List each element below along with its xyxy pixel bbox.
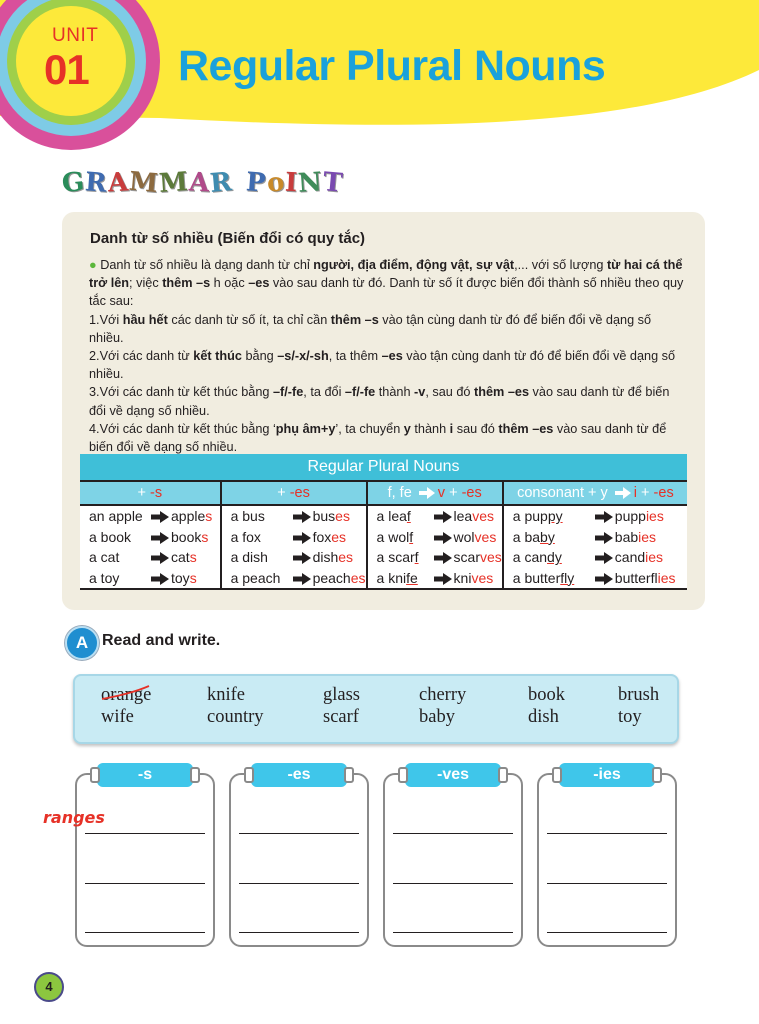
arrow-right-icon <box>432 529 454 545</box>
grammar-point-title <box>62 168 344 198</box>
unit-label: UNIT <box>52 25 99 46</box>
page-number: 4 <box>34 972 64 1002</box>
word-bank-item: orange <box>101 685 152 705</box>
title-letter: A <box>187 167 211 199</box>
table-row <box>80 547 687 568</box>
title-letter: M <box>157 166 190 200</box>
table-cell: a butterfly butterflies <box>503 568 687 590</box>
exercise-letter-badge: A <box>65 626 99 660</box>
arrow-right-icon <box>593 570 615 586</box>
table-header-ies: consonant + y i + -es <box>503 481 687 505</box>
table-cell: a toy toys <box>80 568 221 590</box>
table-row <box>80 568 687 590</box>
arrow-right-icon <box>615 487 631 499</box>
example-answer: ranges <box>43 808 105 827</box>
title-letter: N <box>297 167 325 199</box>
title-letter: A <box>107 167 130 199</box>
arrow-right-icon <box>432 508 454 524</box>
table-cell: a book books <box>80 527 221 548</box>
word-bank-item: knife <box>207 685 246 705</box>
answer-line[interactable] <box>239 833 359 834</box>
answer-card-s <box>75 766 215 947</box>
answer-line[interactable] <box>239 932 359 933</box>
answer-line[interactable] <box>239 883 359 884</box>
card-label: -es <box>251 763 347 787</box>
grammar-body <box>89 256 689 456</box>
card-label: -s <box>97 763 193 787</box>
answer-line[interactable] <box>85 932 205 933</box>
table-cell: an apple apples <box>80 505 221 527</box>
table-header-ves: f, fe v + -es <box>367 481 503 505</box>
arrow-right-icon <box>149 508 171 524</box>
grammar-rule-3: 3.Với các danh từ kết thúc bằng –f/-fe, ta đổi –f/-fe thành -v, sau đó thêm –es vào sau danh từ để biến đổi về dạng số nhiều. <box>89 385 670 418</box>
table-cell: a candy candies <box>503 547 687 568</box>
title-letter: o <box>265 167 287 199</box>
grammar-rule-2: 2.Với các danh từ kết thúc bằng –s/-x/-sh, ta thêm –es vào tận cùng danh từ đó để biến đổi về dạng số nhiều. <box>89 349 676 382</box>
table-cell: a scarf scarves <box>367 547 503 568</box>
word-bank <box>73 674 679 744</box>
word-bank-item: cherry <box>419 685 467 705</box>
arrow-right-icon <box>149 570 171 586</box>
word-bank-item: brush <box>618 685 660 705</box>
page-title: Regular Plural Nouns <box>178 42 606 90</box>
title-letter: M <box>127 166 161 200</box>
arrow-right-icon <box>291 549 313 565</box>
title-letter: R <box>208 167 234 199</box>
title-letter: T <box>321 167 345 199</box>
answer-line[interactable] <box>393 833 513 834</box>
answer-card-ies <box>537 766 677 947</box>
card-label: -ves <box>405 763 501 787</box>
grammar-rule-1: 1.Với hầu hết các danh từ số ít, ta chỉ cần thêm –s vào tận cùng danh từ đó để biến đổi về dạng số nhiều. <box>89 312 652 345</box>
grammar-heading: Danh từ số nhiều (Biến đổi có quy tắc) <box>90 230 366 247</box>
table-cell: a dish dishes <box>221 547 367 568</box>
title-letter: G <box>60 166 87 200</box>
arrow-right-icon <box>432 549 454 565</box>
table-cell: a cat cats <box>80 547 221 568</box>
table-cell: a peach peaches <box>221 568 367 590</box>
plural-rules-table <box>80 454 687 590</box>
unit-number: 01 <box>44 46 89 93</box>
table-cell: a puppy puppies <box>503 505 687 527</box>
answer-line[interactable] <box>85 883 205 884</box>
grammar-box <box>62 212 705 610</box>
arrow-right-icon <box>432 570 454 586</box>
word-bank-item: baby <box>419 707 455 727</box>
strike-through-mark <box>101 684 161 704</box>
table-row <box>80 527 687 548</box>
grammar-rule-4: 4.Với các danh từ kết thúc bằng ‘phụ âm+y’, ta chuyển y thành i sau đó thêm –es vào sau danh từ để biến đổi về dạng số nhiều. <box>89 421 667 455</box>
word-bank-item: dish <box>528 707 559 727</box>
arrow-right-icon <box>593 549 615 565</box>
word-bank-item: scarf <box>323 707 359 727</box>
exercise-title: Read and write. <box>102 632 221 649</box>
table-cell: a baby babies <box>503 527 687 548</box>
title-letter: I <box>284 167 300 199</box>
grammar-intro: ● Danh từ số nhiều là dạng danh từ chỉ người, địa điểm, động vật, sự vật,... với số lượng từ hai cá thể trở lên; việc thêm –s h oặc –es vào sau danh từ đó. Danh từ số ít được biến đổi thành số nhiều theo quy tắc sau: <box>89 258 684 309</box>
word-bank-item: country <box>207 707 264 727</box>
answer-line[interactable] <box>85 833 205 834</box>
table-cell: a fox foxes <box>221 527 367 548</box>
arrow-right-icon <box>291 529 313 545</box>
answer-card-ves <box>383 766 523 947</box>
arrow-right-icon <box>291 508 313 524</box>
word-bank-item: book <box>528 685 565 705</box>
arrow-right-icon <box>291 570 313 586</box>
table-cell: a wolf wolves <box>367 527 503 548</box>
table-header-es: + -es <box>221 481 367 505</box>
word-bank-item: wife <box>101 707 134 727</box>
table-cell: a knife knives <box>367 568 503 590</box>
answer-line[interactable] <box>393 932 513 933</box>
table-caption: Regular Plural Nouns <box>80 454 687 481</box>
arrow-right-icon <box>419 487 435 499</box>
title-letter: R <box>84 167 109 199</box>
table-header-s: + -s <box>80 481 221 505</box>
arrow-right-icon <box>149 549 171 565</box>
table-row <box>80 505 687 527</box>
arrow-right-icon <box>149 529 171 545</box>
answer-line[interactable] <box>547 883 667 884</box>
table-cell: a bus buses <box>221 505 367 527</box>
arrow-right-icon <box>593 529 615 545</box>
table-cell: a leaf leaves <box>367 505 503 527</box>
answer-line[interactable] <box>547 932 667 933</box>
answer-line[interactable] <box>393 883 513 884</box>
arrow-right-icon <box>593 508 615 524</box>
word-bank-item: toy <box>618 707 642 727</box>
title-letter: P <box>245 167 268 199</box>
answer-card-es <box>229 766 369 947</box>
word-bank-item: glass <box>323 685 360 705</box>
card-label: -ies <box>559 763 655 787</box>
answer-line[interactable] <box>547 833 667 834</box>
